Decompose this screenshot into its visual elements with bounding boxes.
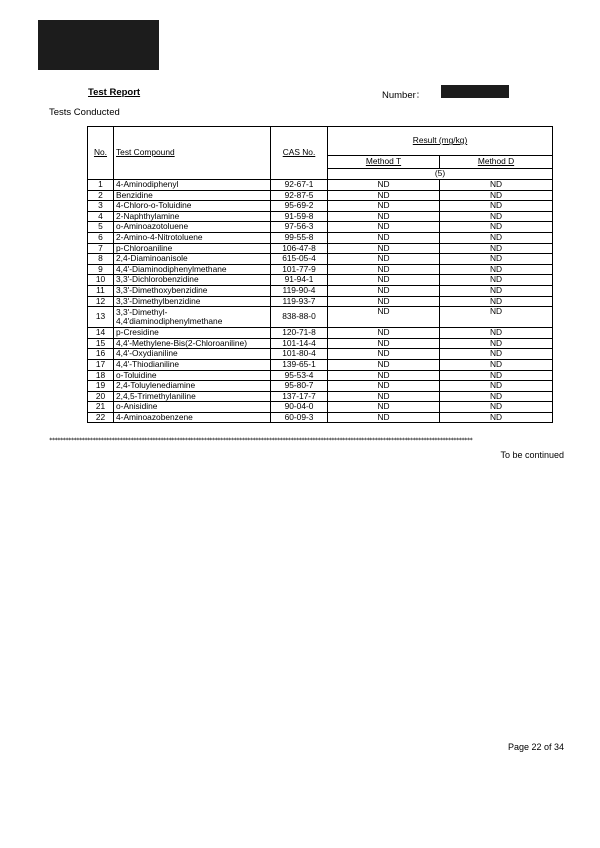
cell-no: 11 — [88, 285, 114, 296]
cell-no: 8 — [88, 254, 114, 265]
cell-method-t: ND — [328, 381, 440, 392]
cell-cas: 95-80-7 — [271, 381, 328, 392]
cell-no: 17 — [88, 359, 114, 370]
cell-compound: 4,4'-Thiodianiline — [114, 359, 271, 370]
cell-no: 3 — [88, 201, 114, 212]
cell-method-t: ND — [328, 296, 440, 307]
cell-no: 10 — [88, 275, 114, 286]
cell-method-t: ND — [328, 254, 440, 265]
separator-line: ************************************************************************************************************************************************************ — [49, 437, 473, 444]
cell-method-t: ND — [328, 338, 440, 349]
cell-cas: 139-65-1 — [271, 359, 328, 370]
cell-method-d: ND — [440, 243, 553, 254]
cell-compound: o-Anisidine — [114, 402, 271, 413]
cell-method-t: ND — [328, 211, 440, 222]
cell-method-d: ND — [440, 254, 553, 265]
table-row — [88, 370, 553, 381]
cell-cas: 91-59-8 — [271, 211, 328, 222]
cell-method-t: ND — [328, 402, 440, 413]
page-number: Page 22 of 34 — [507, 742, 564, 752]
cell-method-t: ND — [328, 190, 440, 201]
cell-method-d: ND — [440, 222, 553, 233]
cell-method-t: ND — [328, 201, 440, 212]
table-row — [88, 180, 553, 191]
cell-method-d: ND — [440, 264, 553, 275]
table-row — [88, 285, 553, 296]
table-row — [88, 264, 553, 275]
cell-cas: 615-05-4 — [271, 254, 328, 265]
cell-no: 19 — [88, 381, 114, 392]
cell-method-d: ND — [440, 349, 553, 360]
cell-no: 1 — [88, 180, 114, 191]
cell-cas: 99-55-8 — [271, 232, 328, 243]
cell-compound: 3,3'-Dimethoxybenzidine — [114, 285, 271, 296]
cell-cas: 101-14-4 — [271, 338, 328, 349]
cell-method-d: ND — [440, 275, 553, 286]
cell-compound: p-Chloroaniline — [114, 243, 271, 254]
table-row — [88, 349, 553, 360]
cell-no: 7 — [88, 243, 114, 254]
cell-cas: 92-67-1 — [271, 180, 328, 191]
cell-method-d: ND — [440, 211, 553, 222]
cell-method-d: ND — [440, 381, 553, 392]
cell-method-t: ND — [328, 307, 440, 328]
table-row — [88, 190, 553, 201]
cell-compound: 2-Naphthylamine — [114, 211, 271, 222]
cell-no: 5 — [88, 222, 114, 233]
table-row — [88, 243, 553, 254]
cell-compound: 4,4'-Diaminodiphenylmethane — [114, 264, 271, 275]
table-row — [88, 296, 553, 307]
cell-method-d: ND — [440, 307, 553, 328]
cell-cas: 101-80-4 — [271, 349, 328, 360]
cell-method-t: ND — [328, 180, 440, 191]
cell-compound: 2,4-Toluylenediamine — [114, 381, 271, 392]
cell-method-d: ND — [440, 359, 553, 370]
cell-no: 22 — [88, 412, 114, 423]
table-row — [88, 381, 553, 392]
table-row — [88, 275, 553, 286]
header-no: No. — [88, 127, 114, 180]
results-table — [87, 126, 553, 423]
cell-no: 18 — [88, 370, 114, 381]
cell-compound: 2,4-Diaminoanisole — [114, 254, 271, 265]
cell-cas: 92-87-5 — [271, 190, 328, 201]
cell-no: 21 — [88, 402, 114, 413]
cell-no: 6 — [88, 232, 114, 243]
section-subtitle: Tests Conducted — [49, 107, 120, 118]
table-row — [88, 307, 553, 328]
cell-method-t: ND — [328, 349, 440, 360]
cell-method-t: ND — [328, 412, 440, 423]
cell-cas: 91-94-1 — [271, 275, 328, 286]
header-cas-no: CAS No. — [271, 127, 328, 180]
table-row — [88, 201, 553, 212]
table-row — [88, 402, 553, 413]
table-row — [88, 232, 553, 243]
cell-cas: 95-69-2 — [271, 201, 328, 212]
redacted-report-number — [441, 85, 509, 98]
table-row — [88, 359, 553, 370]
cell-compound: 4,4'-Oxydianiline — [114, 349, 271, 360]
table-row — [88, 412, 553, 423]
cell-no: 14 — [88, 328, 114, 339]
cell-compound: 3,3'-Dichlorobenzidine — [114, 275, 271, 286]
cell-compound: 2-Amino-4-Nitrotoluene — [114, 232, 271, 243]
cell-cas: 97-56-3 — [271, 222, 328, 233]
redacted-logo — [38, 20, 159, 70]
cell-method-t: ND — [328, 391, 440, 402]
header-result: Result (mg/kg) — [328, 127, 553, 156]
table-row — [88, 338, 553, 349]
cell-cas: 95-53-4 — [271, 370, 328, 381]
cell-cas: 60-09-3 — [271, 412, 328, 423]
cell-compound: 4,4'-Methylene-Bis(2-Chloroaniline) — [114, 338, 271, 349]
cell-compound: Benzidine — [114, 190, 271, 201]
cell-compound: o-Aminoazotoluene — [114, 222, 271, 233]
header-method-d: Method D — [440, 156, 553, 169]
cell-method-t: ND — [328, 222, 440, 233]
cell-no: 9 — [88, 264, 114, 275]
cell-method-d: ND — [440, 190, 553, 201]
unit-row: (5) — [328, 169, 553, 180]
cell-compound: 3,3'-Dimethylbenzidine — [114, 296, 271, 307]
cell-method-d: ND — [440, 285, 553, 296]
header-test-compound: Test Compound — [114, 127, 271, 180]
cell-method-d: ND — [440, 338, 553, 349]
cell-compound: p-Cresidine — [114, 328, 271, 339]
cell-cas: 106-47-8 — [271, 243, 328, 254]
table-row — [88, 222, 553, 233]
cell-compound: o-Toluidine — [114, 370, 271, 381]
table-row — [88, 211, 553, 222]
report-title: Test Report — [88, 87, 141, 98]
cell-method-d: ND — [440, 412, 553, 423]
cell-method-d: ND — [440, 296, 553, 307]
cell-no: 15 — [88, 338, 114, 349]
cell-cas: 101-77-9 — [271, 264, 328, 275]
cell-compound: 4-Chloro-o-Toluidine — [114, 201, 271, 212]
table-row — [88, 328, 553, 339]
cell-compound: 4-Aminodiphenyl — [114, 180, 271, 191]
cell-method-t: ND — [328, 370, 440, 381]
cell-cas: 120-71-8 — [271, 328, 328, 339]
cell-method-t: ND — [328, 285, 440, 296]
cell-no: 12 — [88, 296, 114, 307]
cell-no: 4 — [88, 211, 114, 222]
cell-compound: 4-Aminoazobenzene — [114, 412, 271, 423]
continued-note: To be continued — [500, 450, 564, 460]
cell-cas: 838-88-0 — [271, 307, 328, 328]
cell-method-t: ND — [328, 328, 440, 339]
cell-method-d: ND — [440, 328, 553, 339]
cell-method-t: ND — [328, 243, 440, 254]
cell-method-d: ND — [440, 370, 553, 381]
table-row — [88, 254, 553, 265]
cell-cas: 90-04-0 — [271, 402, 328, 413]
cell-compound: 3,3'-Dimethyl-4,4'diaminodiphenylmethane — [114, 307, 271, 328]
cell-method-d: ND — [440, 232, 553, 243]
cell-no: 13 — [88, 307, 114, 328]
cell-method-d: ND — [440, 402, 553, 413]
cell-method-d: ND — [440, 391, 553, 402]
cell-method-t: ND — [328, 232, 440, 243]
report-number-label: Number： — [382, 90, 426, 101]
cell-cas: 119-93-7 — [271, 296, 328, 307]
cell-no: 20 — [88, 391, 114, 402]
cell-no: 2 — [88, 190, 114, 201]
cell-no: 16 — [88, 349, 114, 360]
cell-cas: 137-17-7 — [271, 391, 328, 402]
cell-method-t: ND — [328, 275, 440, 286]
cell-method-t: ND — [328, 264, 440, 275]
header-method-t: Method T — [328, 156, 440, 169]
cell-cas: 119-90-4 — [271, 285, 328, 296]
cell-method-d: ND — [440, 201, 553, 212]
cell-compound: 2,4,5-Trimethylaniline — [114, 391, 271, 402]
table-row — [88, 391, 553, 402]
cell-method-d: ND — [440, 180, 553, 191]
results-body — [88, 180, 553, 423]
cell-method-t: ND — [328, 359, 440, 370]
